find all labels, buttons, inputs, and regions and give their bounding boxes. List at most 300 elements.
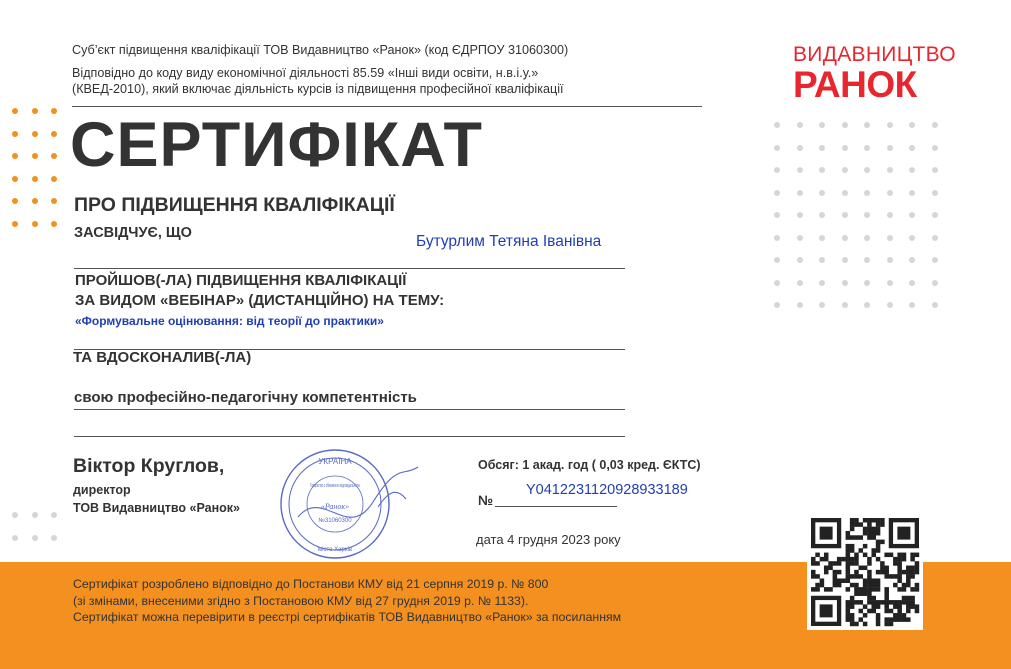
- qr-module: [846, 531, 851, 536]
- qr-module: [833, 578, 838, 583]
- qr-module: [897, 613, 902, 618]
- qr-module: [884, 600, 889, 605]
- qr-module: [871, 527, 876, 532]
- qr-module: [876, 540, 881, 545]
- decorative-dot: [864, 145, 870, 151]
- qr-module: [815, 574, 820, 579]
- qr-module: [863, 527, 868, 532]
- footer-line-1: Сертифікат розроблено відповідно до Постанови КМУ від 21 серпня 2019 р. № 800: [73, 577, 549, 591]
- qr-module: [893, 613, 898, 618]
- decorative-dot: [932, 167, 938, 173]
- qr-module: [859, 591, 864, 596]
- qr-module: [863, 604, 868, 609]
- qr-module: [854, 583, 859, 588]
- qr-module: [828, 587, 833, 592]
- qr-module: [846, 609, 851, 614]
- official-stamp-icon: [278, 447, 428, 562]
- qr-module: [910, 574, 915, 579]
- footer-line-3: Сертифікат можна перевірити в реєстрі сертифікатів ТОВ Видавництво «Ранок» за посиланням: [73, 610, 622, 624]
- decorative-dot: [51, 108, 57, 114]
- qr-module: [884, 587, 889, 592]
- qr-module: [876, 622, 881, 627]
- qr-module: [871, 535, 876, 540]
- qr-module: [889, 609, 894, 614]
- completed-line-1: ПРОЙШОВ(-ЛА) ПІДВИЩЕННЯ КВАЛІФІКАЦІЇ: [75, 272, 407, 289]
- qr-module: [867, 518, 872, 523]
- qr-module: [867, 574, 872, 579]
- decorative-dot: [774, 302, 780, 308]
- qr-module: [811, 587, 816, 592]
- qr-module: [846, 535, 851, 540]
- qr-module: [837, 557, 842, 562]
- header-line-3: (КВЕД-2010), який включає діяльність курсів із підвищення професійної кваліфікації: [72, 82, 564, 96]
- qr-module: [867, 596, 872, 601]
- qr-module: [828, 566, 833, 571]
- qr-module: [915, 561, 920, 566]
- qr-module: [915, 566, 920, 571]
- decorative-dot: [887, 280, 893, 286]
- qr-module: [833, 561, 838, 566]
- qr-module: [820, 557, 825, 562]
- qr-module: [846, 574, 851, 579]
- decorative-dot: [797, 167, 803, 173]
- qr-module: [854, 553, 859, 558]
- qr-module: [876, 604, 881, 609]
- decorative-dot: [864, 122, 870, 128]
- qr-module: [876, 613, 881, 618]
- qr-module: [850, 604, 855, 609]
- qr-module: [854, 574, 859, 579]
- decorative-dot: [819, 302, 825, 308]
- qr-module: [889, 600, 894, 605]
- decorative-dot: [887, 235, 893, 241]
- decorative-dot: [909, 212, 915, 218]
- qr-module: [850, 518, 855, 523]
- qr-module: [824, 553, 829, 558]
- qr-module: [867, 531, 872, 536]
- decorative-dot: [12, 535, 18, 541]
- qr-module: [867, 583, 872, 588]
- qr-module: [880, 566, 885, 571]
- qr-module: [897, 604, 902, 609]
- qr-module: [897, 574, 902, 579]
- qr-module: [884, 591, 889, 596]
- qr-module: [846, 548, 851, 553]
- qr-module: [859, 574, 864, 579]
- qr-module: [854, 591, 859, 596]
- qr-module: [906, 617, 911, 622]
- decorative-dot: [819, 122, 825, 128]
- qr-module: [824, 566, 829, 571]
- decorative-dot: [887, 212, 893, 218]
- decorative-dot: [32, 176, 38, 182]
- qr-module: [854, 535, 859, 540]
- qr-module: [854, 518, 859, 523]
- qr-module: [850, 544, 855, 549]
- qr-module: [897, 617, 902, 622]
- qr-module: [871, 553, 876, 558]
- qr-module: [910, 587, 915, 592]
- decorative-dot: [51, 131, 57, 137]
- qr-module: [846, 570, 851, 575]
- decorative-dot: [864, 302, 870, 308]
- qr-module: [915, 604, 920, 609]
- qr-module: [863, 622, 868, 627]
- qr-module: [876, 544, 881, 549]
- qr-module: [828, 561, 833, 566]
- decorative-dot: [32, 131, 38, 137]
- decorative-dot: [797, 257, 803, 263]
- qr-module: [854, 557, 859, 562]
- qr-module: [820, 578, 825, 583]
- header-line-2: Відповідно до коду виду економічної діяльності 85.59 «Інші види освіти, н.в.і.у.»: [72, 66, 539, 80]
- decorative-dot: [797, 122, 803, 128]
- decorative-dot: [797, 302, 803, 308]
- qr-module: [863, 566, 868, 571]
- decorative-dot: [32, 108, 38, 114]
- decorative-dot: [797, 212, 803, 218]
- qr-module: [850, 535, 855, 540]
- qr-module: [884, 566, 889, 571]
- decorative-dot: [797, 190, 803, 196]
- decorative-dot: [842, 280, 848, 286]
- logo-top-text: ВИДАВНИЦТВО: [793, 43, 956, 66]
- qr-module: [846, 587, 851, 592]
- qr-module: [902, 553, 907, 558]
- qr-module: [880, 600, 885, 605]
- qr-module: [897, 527, 910, 540]
- qr-module: [871, 600, 876, 605]
- qr-module: [906, 574, 911, 579]
- qr-module: [897, 557, 902, 562]
- qr-module: [811, 561, 816, 566]
- decorative-dot: [887, 167, 893, 173]
- decorative-dot: [842, 167, 848, 173]
- qr-module: [863, 518, 868, 523]
- qr-module: [871, 609, 876, 614]
- qr-module: [850, 600, 855, 605]
- qr-module: [815, 583, 820, 588]
- qr-module: [876, 522, 881, 527]
- decorative-dot: [842, 235, 848, 241]
- stamp-top-text: УКРАЇНА: [318, 457, 352, 466]
- qr-module: [859, 522, 864, 527]
- qr-module: [833, 570, 838, 575]
- qr-module: [850, 583, 855, 588]
- qr-module: [871, 583, 876, 588]
- qr-module: [897, 600, 902, 605]
- qr-module: [863, 553, 868, 558]
- qr-module: [850, 596, 855, 601]
- qr-module: [871, 531, 876, 536]
- decorative-dot: [51, 176, 57, 182]
- qr-module: [859, 535, 864, 540]
- decorative-dot: [797, 235, 803, 241]
- qr-module: [902, 596, 907, 601]
- qr-module: [815, 561, 820, 566]
- qr-module: [867, 535, 872, 540]
- qr-module: [902, 613, 907, 618]
- qr-module: [910, 566, 915, 571]
- qr-module: [850, 561, 855, 566]
- decorative-dot: [819, 212, 825, 218]
- qr-module: [846, 617, 851, 622]
- qr-module: [846, 553, 851, 558]
- qr-module: [910, 596, 915, 601]
- qr-module: [880, 570, 885, 575]
- decorative-dot: [819, 235, 825, 241]
- qr-module: [897, 570, 902, 575]
- decorative-dot: [842, 122, 848, 128]
- qr-module: [850, 522, 855, 527]
- qr-module: [867, 609, 872, 614]
- qr-module: [863, 544, 868, 549]
- qr-module: [863, 587, 868, 592]
- course-topic: «Формувальне оцінювання: від теорії до практики»: [75, 314, 384, 328]
- qr-module: [850, 617, 855, 622]
- decorative-dot: [932, 257, 938, 263]
- competence-text: свою професійно-педагогічну компетентність: [74, 389, 417, 406]
- qr-module: [859, 600, 864, 605]
- decorative-dot: [932, 190, 938, 196]
- qr-module: [820, 583, 825, 588]
- qr-module: [884, 617, 889, 622]
- decorative-dot: [909, 257, 915, 263]
- qr-module: [859, 566, 864, 571]
- number-underline: [495, 506, 617, 507]
- recipient-name: Бутурлим Тетяна Іванівна: [416, 233, 602, 250]
- qr-module: [867, 591, 872, 596]
- qr-module: [897, 566, 902, 571]
- decorative-dot: [887, 257, 893, 263]
- qr-module: [902, 583, 907, 588]
- qr-module: [871, 604, 876, 609]
- decorative-dot: [864, 212, 870, 218]
- qr-module: [867, 600, 872, 605]
- decorative-dot: [842, 145, 848, 151]
- qr-module: [846, 544, 851, 549]
- qr-module: [846, 613, 851, 618]
- qr-module: [846, 557, 851, 562]
- qr-module: [893, 583, 898, 588]
- qr-code-icon[interactable]: [807, 514, 923, 630]
- qr-module: [910, 570, 915, 575]
- decorative-dot: [51, 535, 57, 541]
- qr-module: [902, 570, 907, 575]
- decorative-dot: [32, 512, 38, 518]
- qr-module: [884, 570, 889, 575]
- qr-module: [906, 583, 911, 588]
- qr-module: [833, 574, 838, 579]
- qr-module: [863, 583, 868, 588]
- signer-organization: ТОВ Видавництво «Ранок»: [73, 501, 240, 515]
- decorative-dot: [819, 145, 825, 151]
- decorative-dot: [932, 212, 938, 218]
- qr-module: [893, 557, 898, 562]
- decorative-dot: [774, 235, 780, 241]
- qr-module: [850, 548, 855, 553]
- decorative-dot: [32, 221, 38, 227]
- signer-position: директор: [73, 483, 131, 497]
- decorative-dot: [12, 131, 18, 137]
- decorative-dot: [774, 190, 780, 196]
- decorative-dot: [51, 512, 57, 518]
- decorative-dot: [774, 212, 780, 218]
- decorative-dot: [909, 145, 915, 151]
- qr-module: [906, 578, 911, 583]
- attests-label: ЗАСВІДЧУЄ, ЩО: [74, 225, 192, 241]
- stamp-outer-text: Товариство з обмеженою відповідальністю: [310, 483, 361, 489]
- qr-module: [837, 570, 842, 575]
- decorative-dot: [774, 145, 780, 151]
- decorative-dot: [51, 198, 57, 204]
- qr-module: [859, 609, 864, 614]
- qr-module: [859, 587, 864, 592]
- qr-module: [854, 587, 859, 592]
- qr-module: [876, 570, 881, 575]
- decorative-dot: [887, 302, 893, 308]
- qr-module: [884, 604, 889, 609]
- stamp-bottom-text: місто Харків: [318, 547, 352, 553]
- qr-module: [902, 587, 907, 592]
- qr-module: [863, 613, 868, 618]
- decorative-dot: [932, 122, 938, 128]
- qr-module: [897, 561, 902, 566]
- qr-module: [880, 561, 885, 566]
- decorative-dot: [12, 221, 18, 227]
- decorative-dot: [909, 167, 915, 173]
- decorative-dot: [842, 257, 848, 263]
- qr-module: [820, 527, 833, 540]
- logo-bottom-text: РАНОК: [793, 64, 917, 105]
- certificate-title: СЕРТИФІКАТ: [70, 110, 484, 180]
- qr-module: [850, 527, 855, 532]
- decorative-dot: [51, 153, 57, 159]
- decorative-dot: [774, 167, 780, 173]
- qr-module: [815, 587, 820, 592]
- qr-module: [876, 518, 881, 523]
- decorative-dot: [774, 122, 780, 128]
- qr-module: [884, 553, 889, 558]
- qr-module: [871, 518, 876, 523]
- qr-module: [884, 574, 889, 579]
- qr-module: [841, 578, 846, 583]
- qr-module: [837, 583, 842, 588]
- qr-module: [854, 622, 859, 627]
- qr-module: [889, 553, 894, 558]
- decorative-dot: [909, 190, 915, 196]
- decorative-dot: [819, 257, 825, 263]
- qr-module: [854, 522, 859, 527]
- decorative-dot: [797, 280, 803, 286]
- decorative-dot: [909, 235, 915, 241]
- qr-module: [889, 574, 894, 579]
- publisher-logo: [793, 43, 956, 105]
- decorative-dot: [12, 198, 18, 204]
- qr-module: [915, 609, 920, 614]
- stamp-center-text: «Ранок»: [320, 502, 350, 511]
- decorative-dot: [12, 108, 18, 114]
- decorative-dot: [864, 190, 870, 196]
- qr-module: [854, 600, 859, 605]
- qr-module: [811, 557, 816, 562]
- qr-module: [889, 622, 894, 627]
- qr-module: [876, 587, 881, 592]
- qr-module: [859, 617, 864, 622]
- qr-module: [837, 561, 842, 566]
- qr-module: [910, 600, 915, 605]
- decorative-dot: [32, 198, 38, 204]
- decorative-dot: [842, 212, 848, 218]
- qr-module: [863, 591, 868, 596]
- qr-module: [846, 604, 851, 609]
- qr-module: [850, 574, 855, 579]
- qr-module: [824, 557, 829, 562]
- qr-module: [846, 600, 851, 605]
- qr-module: [867, 527, 872, 532]
- decorative-dot: [887, 145, 893, 151]
- qr-module: [876, 617, 881, 622]
- qr-module: [867, 578, 872, 583]
- decorative-dot: [12, 153, 18, 159]
- qr-module: [893, 604, 898, 609]
- blank-underline: [74, 436, 625, 437]
- competence-underline: [74, 409, 625, 410]
- qr-module: [906, 570, 911, 575]
- qr-module: [897, 587, 902, 592]
- qr-module: [850, 622, 855, 627]
- qr-module: [859, 548, 864, 553]
- decorative-dot: [32, 153, 38, 159]
- decorative-dot: [864, 235, 870, 241]
- qr-module: [867, 557, 872, 562]
- qr-module: [876, 583, 881, 588]
- qr-module: [871, 587, 876, 592]
- qr-module: [893, 600, 898, 605]
- qr-module: [893, 617, 898, 622]
- header-line-1: Суб’єкт підвищення кваліфікації ТОВ Видавництво «Ранок» (код ЄДРПОУ 31060300): [72, 43, 569, 57]
- qr-module: [815, 553, 820, 558]
- qr-module: [876, 557, 881, 562]
- qr-module: [876, 600, 881, 605]
- qr-module: [846, 561, 851, 566]
- decorative-dot: [797, 145, 803, 151]
- stamp-code-text: №31060300: [318, 518, 352, 524]
- decorative-dot: [932, 280, 938, 286]
- certificate-number-label: №: [478, 493, 494, 508]
- decorative-dot: [864, 167, 870, 173]
- qr-module: [871, 596, 876, 601]
- qr-module: [915, 583, 920, 588]
- decorative-dot: [932, 235, 938, 241]
- qr-module: [880, 522, 885, 527]
- qr-module: [863, 578, 868, 583]
- qr-module: [846, 566, 851, 571]
- qr-module: [902, 557, 907, 562]
- qr-module: [906, 604, 911, 609]
- qr-module: [897, 578, 902, 583]
- qr-module: [902, 617, 907, 622]
- qr-module: [906, 596, 911, 601]
- qr-module: [854, 570, 859, 575]
- qr-module: [867, 570, 872, 575]
- qr-module: [863, 531, 868, 536]
- qr-module: [902, 600, 907, 605]
- issue-date: дата 4 грудня 2023 року: [476, 532, 621, 547]
- improved-label: ТА ВДОСКОНАЛИВ(-ЛА): [73, 349, 252, 366]
- decorative-dot: [909, 122, 915, 128]
- decorative-dot: [909, 302, 915, 308]
